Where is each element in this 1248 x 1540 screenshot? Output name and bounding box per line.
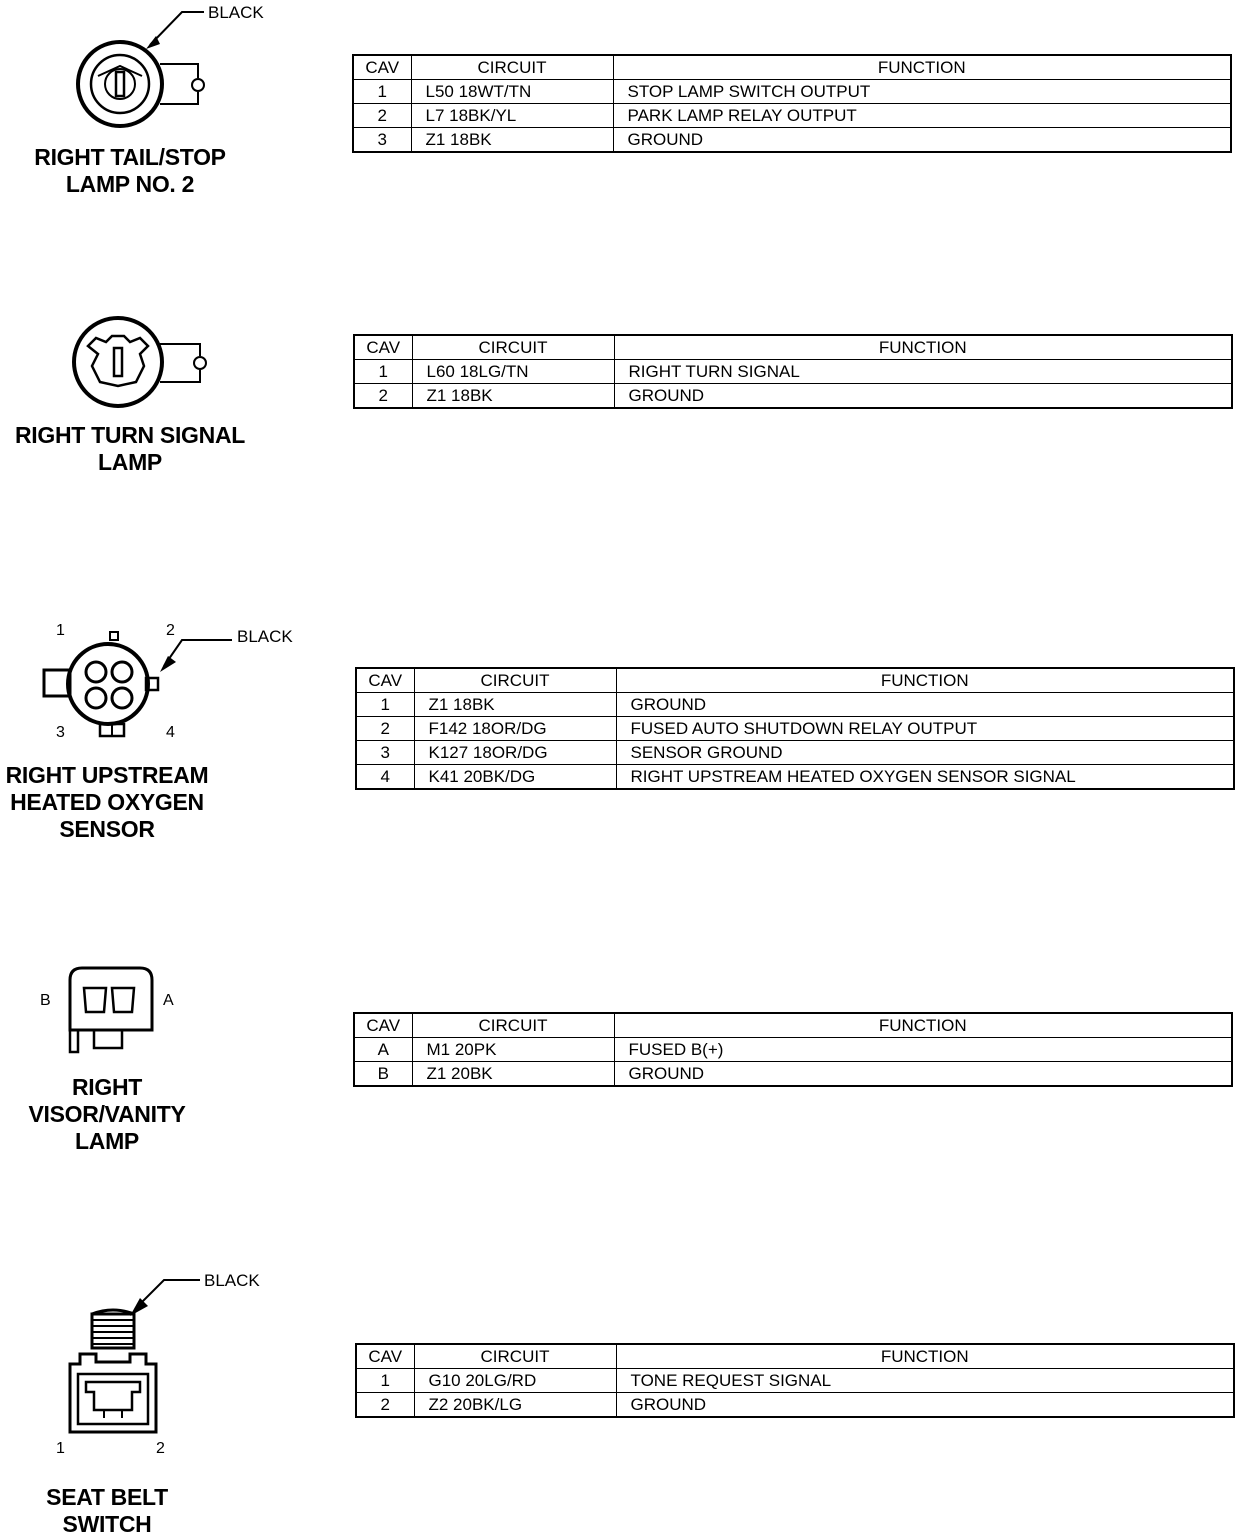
connector-title-line: LAMP	[75, 1128, 139, 1154]
connector-title-line: RIGHT	[71, 1074, 143, 1100]
table-row	[356, 1369, 1234, 1393]
pinout-table	[355, 667, 1235, 790]
function-cell: GROUND	[614, 384, 1232, 409]
pin-label: 1	[56, 622, 65, 639]
cav-column-header: CAV	[354, 1013, 412, 1038]
pin-label: 2	[166, 622, 175, 639]
cav-cell: 1	[353, 80, 411, 104]
table-header-row	[354, 335, 1232, 360]
connector-title-line: LAMP	[98, 449, 162, 475]
circuit-cell: F142 18OR/DG	[414, 717, 616, 741]
connector-title-line: SWITCH	[62, 1511, 152, 1537]
function-cell: FUSED B(+)	[614, 1038, 1232, 1062]
pin-label: 4	[166, 724, 175, 741]
cav-cell: 2	[356, 1393, 414, 1418]
pin-label: A	[163, 992, 174, 1009]
function-cell: SENSOR GROUND	[616, 741, 1234, 765]
circuit-cell: Z1 18BK	[414, 693, 616, 717]
function-cell: TONE REQUEST SIGNAL	[616, 1369, 1234, 1393]
pinout-table	[355, 1343, 1235, 1418]
circuit-column-header: CIRCUIT	[414, 668, 616, 693]
connector-title-line: SENSOR	[59, 816, 155, 842]
turn-signal-lamp-connector-icon	[60, 316, 220, 416]
connector-title-line: RIGHT UPSTREAM	[5, 762, 209, 788]
table-row	[356, 741, 1234, 765]
circuit-cell: K127 18OR/DG	[414, 741, 616, 765]
circuit-cell: L50 18WT/TN	[411, 80, 613, 104]
pin-label: 1	[56, 1440, 65, 1457]
function-column-header: FUNCTION	[614, 335, 1232, 360]
circuit-cell: Z1 18BK	[411, 128, 613, 153]
table-row	[356, 717, 1234, 741]
table-row	[353, 80, 1231, 104]
connector-title-line: HEATED OXYGEN	[10, 789, 204, 815]
circuit-cell: L7 18BK/YL	[411, 104, 613, 128]
cav-cell: 3	[356, 741, 414, 765]
function-column-header: FUNCTION	[616, 668, 1234, 693]
cav-cell: 2	[356, 717, 414, 741]
function-cell: GROUND	[614, 1062, 1232, 1087]
cav-column-header: CAV	[354, 335, 412, 360]
pin-label: 3	[56, 724, 65, 741]
cav-column-header: CAV	[353, 55, 411, 80]
circuit-cell: G10 20LG/RD	[414, 1369, 616, 1393]
pinout-table	[353, 1012, 1233, 1087]
seat-belt-switch-connector-icon	[60, 1270, 280, 1440]
color-callout-label: BLACK	[237, 627, 293, 646]
function-cell: RIGHT TURN SIGNAL	[614, 360, 1232, 384]
table-header-row	[356, 668, 1234, 693]
table-header-row	[353, 55, 1231, 80]
table-row	[353, 104, 1231, 128]
table-row	[353, 128, 1231, 153]
circuit-column-header: CIRCUIT	[414, 1344, 616, 1369]
connector-title-line: RIGHT TAIL/STOP	[34, 144, 226, 170]
table-header-row	[354, 1013, 1232, 1038]
function-column-header: FUNCTION	[613, 55, 1231, 80]
function-cell: GROUND	[616, 1393, 1234, 1418]
cav-cell: 2	[354, 384, 412, 409]
table-row	[356, 693, 1234, 717]
table-row	[354, 1038, 1232, 1062]
function-cell: FUSED AUTO SHUTDOWN RELAY OUTPUT	[616, 717, 1234, 741]
circuit-cell: Z1 18BK	[412, 384, 614, 409]
pin-label: 2	[156, 1440, 165, 1457]
cav-cell: B	[354, 1062, 412, 1087]
connector-title	[0, 762, 214, 843]
pin-label: B	[40, 992, 51, 1009]
cav-cell: 1	[356, 693, 414, 717]
color-callout-label: BLACK	[204, 1271, 260, 1290]
connector-title-line: LAMP NO. 2	[65, 171, 195, 197]
cav-cell: 3	[353, 128, 411, 153]
cav-cell: 2	[353, 104, 411, 128]
table-row	[354, 1062, 1232, 1087]
circuit-cell: Z2 20BK/LG	[414, 1393, 616, 1418]
table-row	[354, 360, 1232, 384]
connector-title-line: SEAT BELT	[46, 1484, 168, 1510]
function-cell: RIGHT UPSTREAM HEATED OXYGEN SENSOR SIGNAL	[616, 765, 1234, 790]
circuit-cell: L60 18LG/TN	[412, 360, 614, 384]
table-row	[354, 384, 1232, 409]
circuit-cell: K41 20BK/DG	[414, 765, 616, 790]
connector-title	[10, 422, 250, 476]
cav-cell: 4	[356, 765, 414, 790]
visor-vanity-lamp-connector-icon	[56, 964, 160, 1056]
circuit-column-header: CIRCUIT	[412, 335, 614, 360]
circuit-cell: M1 20PK	[412, 1038, 614, 1062]
function-cell: GROUND	[616, 693, 1234, 717]
cav-cell: 1	[354, 360, 412, 384]
tail-stop-lamp-connector-icon	[70, 0, 220, 140]
cav-cell: A	[354, 1038, 412, 1062]
connector-title	[0, 1074, 214, 1155]
function-cell: STOP LAMP SWITCH OUTPUT	[613, 80, 1231, 104]
table-row	[356, 1393, 1234, 1418]
table-row	[356, 765, 1234, 790]
connector-title	[20, 144, 240, 198]
connector-title-line: RIGHT TURN SIGNAL	[15, 422, 245, 448]
cav-column-header: CAV	[356, 1344, 414, 1369]
circuit-column-header: CIRCUIT	[412, 1013, 614, 1038]
color-callout-label: BLACK	[208, 3, 264, 22]
function-column-header: FUNCTION	[616, 1344, 1234, 1369]
table-header-row	[356, 1344, 1234, 1369]
pinout-table	[353, 334, 1233, 409]
circuit-cell: Z1 20BK	[412, 1062, 614, 1087]
cav-cell: 1	[356, 1369, 414, 1393]
circuit-column-header: CIRCUIT	[411, 55, 613, 80]
function-cell: GROUND	[613, 128, 1231, 153]
function-cell: PARK LAMP RELAY OUTPUT	[613, 104, 1231, 128]
connector-title	[0, 1484, 214, 1538]
function-column-header: FUNCTION	[614, 1013, 1232, 1038]
connector-title-line: VISOR/VANITY	[28, 1101, 186, 1127]
pinout-table	[352, 54, 1232, 153]
cav-column-header: CAV	[356, 668, 414, 693]
